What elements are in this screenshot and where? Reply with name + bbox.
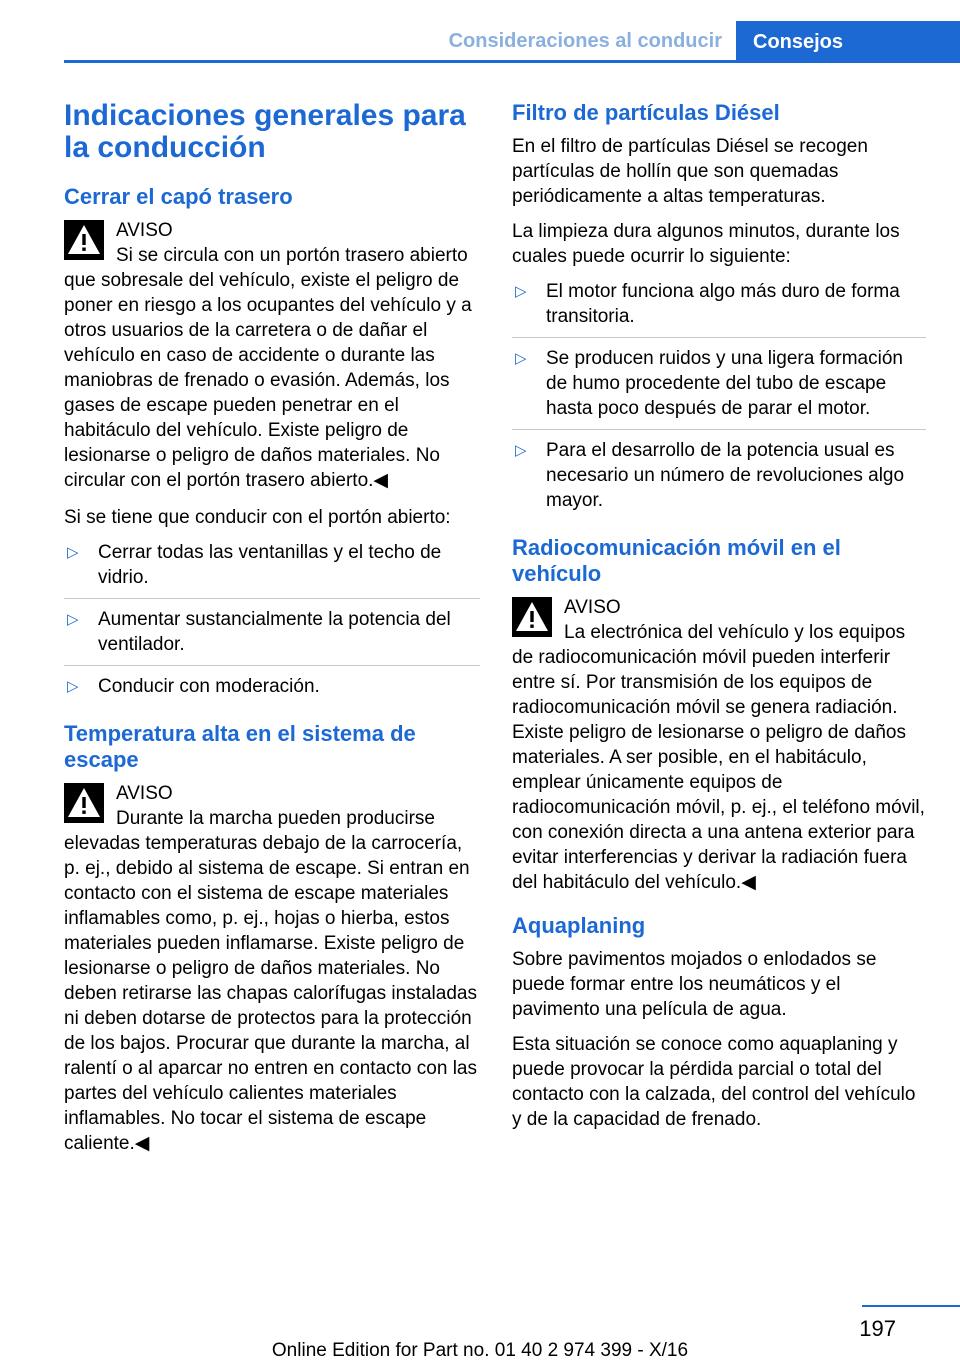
triangle-bullet-icon: ▷ [515, 350, 527, 367]
triangle-bullet-icon: ▷ [67, 678, 79, 695]
paragraph: La limpieza dura algunos minutos, durante los cuales puede ocurrir lo siguiente: [512, 221, 900, 267]
warning-triangle-icon [64, 220, 104, 260]
list-item: ▷ Aumentar sustancialmente la potencia del ventilador. [64, 607, 480, 666]
section-heading-diesel-filter: Filtro de partículas Diésel [512, 100, 780, 125]
section-heading-aquaplaning: Aquaplaning [512, 913, 646, 938]
warning-text: Si se circula con un portón trasero abierto que sobresale del vehículo, existe el peligro de poner en riesgo a los ocupantes del vehículo y a otros usuarios de la carretera o de dañar el vehículo en caso de accidente o durante las maniobras de frenado o evasión. Además, los gases de escape pueden penetrar en el habitáculo del vehículo. Existe peligro de lesionarse o peligro de daños materiales. No circular con el portón trasero abierto.◀ [64, 245, 472, 491]
list-item: ▷ El motor funciona algo más duro de forma transitoria. [512, 279, 926, 338]
section-heading-exhaust: Temperatura alta en el sistema de escape [64, 721, 416, 772]
paragraph-intro: Si se tiene que conducir con el portón abierto: [64, 507, 451, 528]
bullet-list-diesel-filter [512, 279, 926, 521]
right-column [512, 100, 926, 1142]
triangle-bullet-icon: ▷ [67, 611, 79, 628]
paragraph: Esta situación se conoce como aquaplaning y puede provocar la pérdida parcial o total del contacto con la calzada, del control del vehículo y de la capacidad de frenado. [512, 1034, 916, 1130]
list-item: ▷ Conducir con moderación. [67, 676, 320, 697]
header-section-title: Consideraciones al conducir [448, 30, 722, 52]
left-column [64, 100, 480, 1168]
page-number: 197 [859, 1316, 896, 1341]
header-chapter-tab: Consejos [736, 21, 960, 63]
warning-tailgate [64, 218, 480, 493]
warning-text: Durante la marcha pueden producirse elevadas temperaturas debajo de la carrocería, p. ej., debido al sistema de escape. Si entran en contacto con el sistema de escape materiales inflamables como, p. ej., hojas o hierba, estos materiales pueden inflamarse. Existe peligro de lesionarse o peligro de daños materiales. No deben retirarse las chapas calorífugas instaladas ni deben dotarse de protectos para la protección de los bajos. Procurar que durante la marcha, al ralentí o al aparcar no entren en contacto con las partes del vehículo calientes materiales inflamables. No tocar el sistema de escape caliente.◀ [64, 808, 477, 1154]
bullet-list-tailgate [64, 540, 480, 707]
triangle-bullet-icon: ▷ [515, 283, 527, 300]
warning-title: AVISO [564, 597, 621, 618]
warning-triangle-icon [64, 783, 104, 823]
header-rule [64, 60, 960, 63]
section-heading-radio: Radiocomunicación móvil en el vehículo [512, 535, 841, 586]
warning-triangle-icon [512, 597, 552, 637]
footer-edition: Online Edition for Part no. 01 40 2 974 399 - X/16 [271, 1340, 689, 1361]
paragraph: En el filtro de partículas Diésel se recogen partículas de hollín que son quemadas periódicamente a altas temperaturas. [512, 136, 868, 207]
warning-title: AVISO [116, 783, 173, 804]
list-item: ▷ Se producen ruidos y una ligera formación de humo procedente del tubo de escape hasta poco después de parar el motor. [512, 346, 926, 430]
triangle-bullet-icon: ▷ [67, 544, 79, 561]
list-item: ▷ Cerrar todas las ventanillas y el techo de vidrio. [64, 540, 480, 599]
footer-rule [862, 1305, 960, 1307]
warning-exhaust [64, 781, 480, 1156]
list-item: ▷ Para el desarrollo de la potencia usual es necesario un número de revoluciones algo mayor. [515, 440, 905, 511]
warning-radio [512, 595, 926, 895]
section-heading-tailgate: Cerrar el capó trasero [64, 184, 293, 209]
warning-title: AVISO [116, 220, 173, 241]
page-title: Indicaciones generales para la conducción [64, 99, 466, 164]
warning-text: La electrónica del vehículo y los equipos de radiocomunicación móvil pueden interferir entre sí. Por transmisión de los equipos de radiocomunicación móvil se genera radiación. Existe peligro de lesionarse o peligro de daños materiales. A ser posible, en el habitáculo, emplear únicamente equipos de radiocomunicación móvil, p. ej., el teléfono móvil, con conexión directa a una antena exterior para evitar interferencias y derivar la radiación fuera del habitáculo del vehículo.◀ [512, 622, 925, 893]
triangle-bullet-icon: ▷ [515, 442, 527, 459]
paragraph: Sobre pavimentos mojados o enlodados se puede formar entre los neumáticos y el pavimento una película de agua. [512, 949, 877, 1020]
